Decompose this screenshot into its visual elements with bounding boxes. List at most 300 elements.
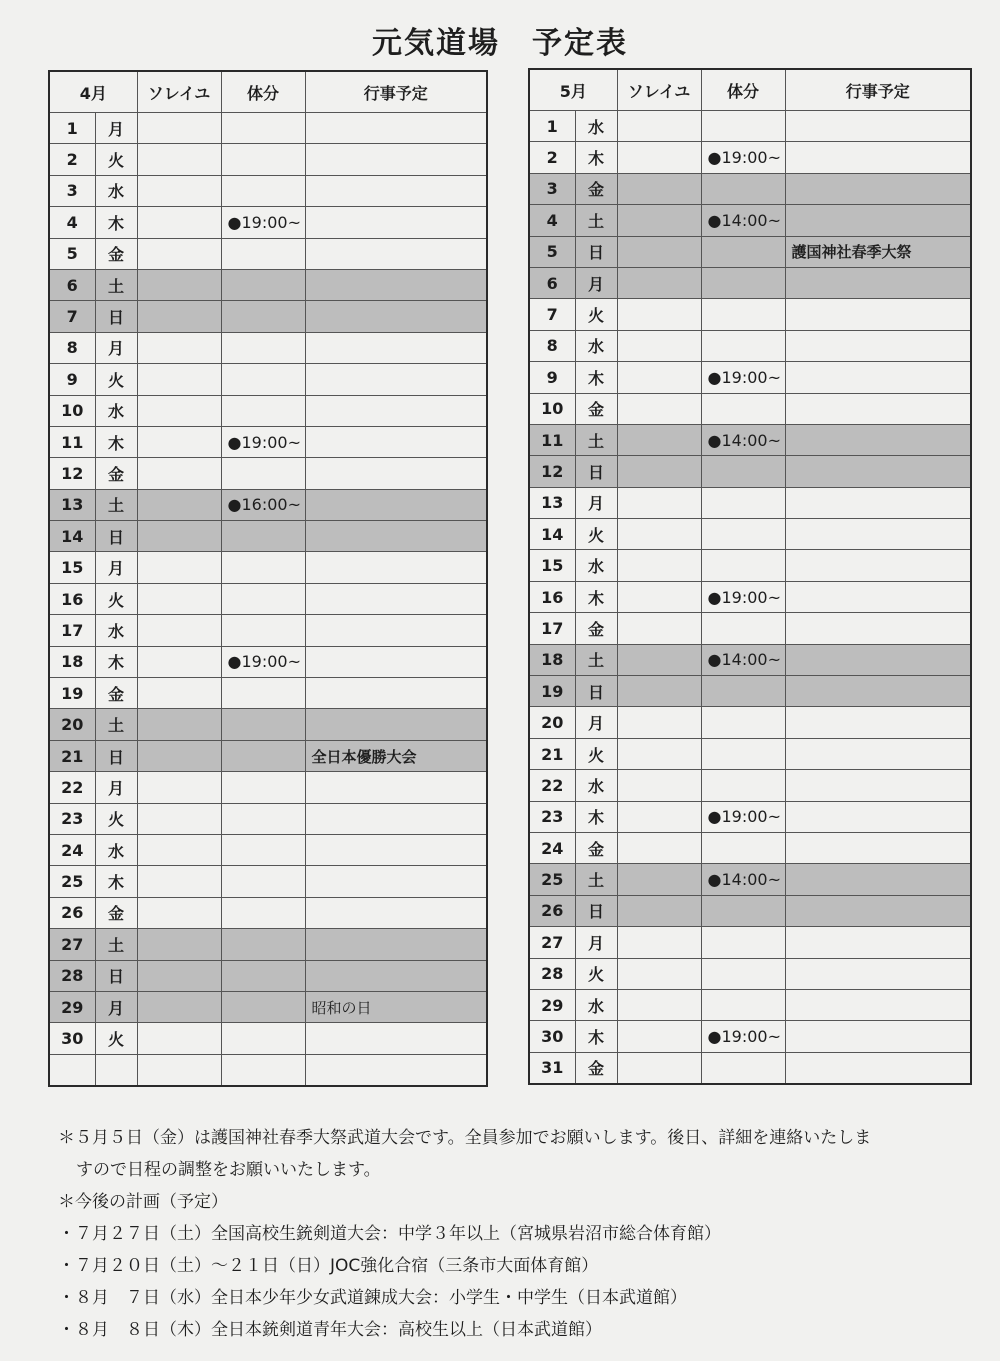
schedule-row	[529, 927, 971, 958]
weekday: 火	[95, 803, 137, 834]
weekday: 金	[575, 1052, 617, 1084]
event-cell	[305, 1023, 487, 1054]
day-number: 26	[529, 895, 575, 926]
weekday: 木	[575, 801, 617, 832]
plan-item: ・８月 ７日（水）全日本少年少女武道錬成大会：小学生・中学生（日本武道館）	[58, 1288, 687, 1308]
schedule-row	[49, 646, 487, 677]
weekday: 土	[575, 424, 617, 455]
taibun-time	[221, 301, 305, 332]
solei-cell	[617, 958, 701, 989]
weekday: 水	[575, 111, 617, 142]
event-cell: 昭和の日	[305, 991, 487, 1022]
weekday: 金	[95, 458, 137, 489]
day-number: 17	[49, 615, 95, 646]
solei-cell	[617, 456, 701, 487]
weekday: 土	[95, 269, 137, 300]
taibun-time	[221, 364, 305, 395]
taibun-time	[221, 772, 305, 803]
weekday: 土	[575, 644, 617, 675]
event-cell	[305, 803, 487, 834]
taibun-time: ●16:00~	[221, 489, 305, 520]
weekday: 土	[575, 205, 617, 236]
event-cell	[785, 1021, 971, 1052]
day-number: 4	[529, 205, 575, 236]
solei-cell	[137, 364, 221, 395]
taibun-time	[221, 395, 305, 426]
schedule-row	[49, 426, 487, 457]
taibun-time	[701, 927, 785, 958]
solei-cell	[137, 552, 221, 583]
taibun-time	[701, 738, 785, 769]
schedule-row	[49, 866, 487, 897]
event-cell	[785, 770, 971, 801]
event-cell	[785, 487, 971, 518]
schedule-row	[529, 738, 971, 769]
taibun-time	[221, 458, 305, 489]
day-number: 11	[49, 426, 95, 457]
schedule-row	[49, 144, 487, 175]
schedule-row	[529, 707, 971, 738]
solei-cell	[137, 113, 221, 144]
taibun-time	[701, 989, 785, 1020]
solei-cell	[617, 236, 701, 267]
weekday: 金	[575, 832, 617, 863]
day-number	[49, 1054, 95, 1086]
event-cell	[305, 960, 487, 991]
schedule-row	[49, 803, 487, 834]
weekday: 土	[575, 864, 617, 895]
solei-cell	[137, 395, 221, 426]
schedule-row	[49, 897, 487, 928]
day-number: 2	[529, 142, 575, 173]
schedule-row	[49, 709, 487, 740]
event-cell	[305, 175, 487, 206]
taibun-time	[221, 991, 305, 1022]
schedule-row	[529, 299, 971, 330]
day-number: 22	[49, 772, 95, 803]
taibun-time	[701, 393, 785, 424]
day-number: 6	[49, 269, 95, 300]
solei-cell	[617, 989, 701, 1020]
day-number: 10	[49, 395, 95, 426]
solei-cell	[137, 615, 221, 646]
solei-cell	[617, 111, 701, 142]
solei-cell	[617, 330, 701, 361]
taibun-time: ●19:00~	[701, 801, 785, 832]
day-number: 30	[529, 1021, 575, 1052]
event-cell	[305, 395, 487, 426]
day-number: 27	[49, 929, 95, 960]
event-cell	[305, 834, 487, 865]
solei-cell	[137, 960, 221, 991]
event-cell	[305, 332, 487, 363]
weekday: 金	[95, 678, 137, 709]
schedule-row	[529, 393, 971, 424]
day-number: 23	[529, 801, 575, 832]
schedule-row	[49, 332, 487, 363]
day-number: 13	[49, 489, 95, 520]
schedule-row	[529, 1021, 971, 1052]
day-number: 30	[49, 1023, 95, 1054]
day-number: 28	[529, 958, 575, 989]
solei-cell	[137, 929, 221, 960]
solei-cell	[617, 173, 701, 204]
day-number: 17	[529, 613, 575, 644]
day-number: 31	[529, 1052, 575, 1084]
taibun-time	[701, 173, 785, 204]
solei-cell	[617, 267, 701, 298]
weekday: 火	[575, 519, 617, 550]
weekday: 月	[575, 487, 617, 518]
day-number: 28	[49, 960, 95, 991]
taibun-time	[221, 175, 305, 206]
schedule-row	[49, 960, 487, 991]
plan-item: ・８月 ８日（木）全日本銃剣道青年大会：高校生以上（日本武道館）	[58, 1320, 602, 1340]
weekday: 月	[575, 927, 617, 958]
plan-item: ・７月２７日（土）全国高校生銃剣道大会：中学３年以上（宮城県岩沼市総合体育館）	[58, 1224, 721, 1244]
weekday: 水	[575, 330, 617, 361]
day-number: 22	[529, 770, 575, 801]
day-number: 6	[529, 267, 575, 298]
event-cell	[305, 678, 487, 709]
taibun-time	[221, 929, 305, 960]
day-number: 11	[529, 424, 575, 455]
day-number: 10	[529, 393, 575, 424]
solei-cell	[617, 707, 701, 738]
solei-cell	[137, 521, 221, 552]
schedule-row	[49, 489, 487, 520]
may-schedule-table	[528, 68, 972, 1085]
solei-cell	[617, 362, 701, 393]
event-cell	[785, 393, 971, 424]
solei-cell	[137, 740, 221, 771]
event-cell	[785, 832, 971, 863]
schedule-row	[49, 269, 487, 300]
day-number: 1	[49, 113, 95, 144]
day-number: 25	[49, 866, 95, 897]
taibun-time: ●19:00~	[701, 142, 785, 173]
schedule-row	[49, 175, 487, 206]
event-cell	[305, 866, 487, 897]
solei-cell	[137, 426, 221, 457]
taibun-time	[221, 960, 305, 991]
schedule-row	[49, 929, 487, 960]
solei-cell	[137, 1054, 221, 1086]
day-number: 16	[529, 581, 575, 612]
event-cell	[785, 958, 971, 989]
event-cell: 護国神社春季大祭	[785, 236, 971, 267]
event-cell	[785, 205, 971, 236]
solei-cell	[617, 613, 701, 644]
schedule-row	[49, 458, 487, 489]
solei-cell	[137, 301, 221, 332]
taibun-time: ●14:00~	[701, 644, 785, 675]
weekday: 水	[575, 550, 617, 581]
weekday: 火	[95, 144, 137, 175]
taibun-time	[221, 583, 305, 614]
taibun-time: ●19:00~	[221, 207, 305, 238]
day-number: 20	[49, 709, 95, 740]
taibun-time: ●19:00~	[701, 362, 785, 393]
day-number: 14	[49, 521, 95, 552]
weekday: 木	[575, 362, 617, 393]
day-number: 4	[49, 207, 95, 238]
solei-header: ソレイユ	[137, 71, 221, 113]
solei-cell	[137, 238, 221, 269]
day-number: 19	[529, 676, 575, 707]
weekday: 日	[575, 456, 617, 487]
event-cell	[305, 113, 487, 144]
event-cell	[305, 301, 487, 332]
weekday: 火	[575, 299, 617, 330]
day-number: 21	[529, 738, 575, 769]
day-number: 24	[529, 832, 575, 863]
taibun-time	[221, 552, 305, 583]
solei-cell	[137, 175, 221, 206]
taibun-time	[221, 834, 305, 865]
weekday: 日	[95, 521, 137, 552]
schedule-row	[49, 207, 487, 238]
taibun-time: ●19:00~	[701, 581, 785, 612]
day-number: 29	[49, 991, 95, 1022]
page-title: 元気道場 予定表	[372, 26, 628, 61]
schedule-row	[529, 832, 971, 863]
event-cell	[785, 519, 971, 550]
solei-cell	[137, 489, 221, 520]
taibun-time	[221, 238, 305, 269]
weekday: 月	[95, 552, 137, 583]
weekday: 日	[575, 676, 617, 707]
schedule-row	[529, 487, 971, 518]
taibun-time	[701, 613, 785, 644]
note-line: すので日程の調整をお願いいたします。	[76, 1160, 381, 1180]
schedule-row	[529, 330, 971, 361]
solei-cell	[137, 458, 221, 489]
taibun-time	[701, 1052, 785, 1084]
solei-cell	[137, 207, 221, 238]
taibun-time	[221, 1023, 305, 1054]
taibun-time	[701, 676, 785, 707]
weekday: 日	[575, 895, 617, 926]
weekday: 日	[95, 301, 137, 332]
day-number: 25	[529, 864, 575, 895]
solei-cell	[617, 519, 701, 550]
event-cell	[305, 207, 487, 238]
weekday: 火	[575, 958, 617, 989]
event-cell	[305, 897, 487, 928]
weekday: 金	[95, 897, 137, 928]
event-cell	[305, 238, 487, 269]
weekday: 金	[575, 173, 617, 204]
schedule-row	[529, 770, 971, 801]
schedule-row	[529, 613, 971, 644]
event-cell	[785, 613, 971, 644]
solei-cell	[617, 205, 701, 236]
schedule-row	[529, 142, 971, 173]
event-cell	[785, 267, 971, 298]
day-number: 26	[49, 897, 95, 928]
event-cell	[785, 456, 971, 487]
taibun-time	[701, 550, 785, 581]
solei-cell	[617, 424, 701, 455]
taibun-time	[701, 236, 785, 267]
event-cell	[785, 927, 971, 958]
schedule-row	[49, 238, 487, 269]
taibun-header: 体分	[701, 69, 785, 111]
event-cell	[785, 299, 971, 330]
weekday: 火	[95, 1023, 137, 1054]
solei-cell	[617, 1052, 701, 1084]
weekday: 金	[95, 238, 137, 269]
solei-cell	[617, 927, 701, 958]
schedule-row	[529, 205, 971, 236]
schedule-row	[529, 456, 971, 487]
solei-cell	[137, 866, 221, 897]
taibun-time	[221, 866, 305, 897]
event-cell	[305, 929, 487, 960]
schedule-row	[529, 644, 971, 675]
solei-cell	[137, 269, 221, 300]
event-cell	[305, 426, 487, 457]
solei-cell	[137, 646, 221, 677]
day-number: 24	[49, 834, 95, 865]
weekday: 水	[95, 395, 137, 426]
weekday: 木	[575, 581, 617, 612]
day-number: 5	[49, 238, 95, 269]
event-cell	[785, 676, 971, 707]
schedule-row	[529, 895, 971, 926]
weekday: 金	[575, 613, 617, 644]
weekday: 木	[575, 1021, 617, 1052]
april-schedule-table	[48, 70, 488, 1087]
taibun-time	[221, 678, 305, 709]
taibun-time	[221, 269, 305, 300]
weekday: 水	[95, 834, 137, 865]
schedule-row	[49, 678, 487, 709]
event-cell	[305, 552, 487, 583]
weekday: 土	[95, 489, 137, 520]
event-cell	[785, 424, 971, 455]
weekday: 木	[95, 207, 137, 238]
event-cell	[305, 144, 487, 175]
day-number: 19	[49, 678, 95, 709]
weekday: 木	[575, 142, 617, 173]
weekday: 木	[95, 866, 137, 897]
solei-cell	[617, 676, 701, 707]
event-cell	[785, 111, 971, 142]
taibun-time	[701, 267, 785, 298]
taibun-time	[221, 897, 305, 928]
taibun-header: 体分	[221, 71, 305, 113]
event-cell: 全日本優勝大会	[305, 740, 487, 771]
taibun-time	[701, 770, 785, 801]
taibun-time: ●19:00~	[221, 426, 305, 457]
taibun-time	[701, 707, 785, 738]
solei-cell	[617, 738, 701, 769]
event-cell	[305, 646, 487, 677]
event-cell	[785, 707, 971, 738]
solei-cell	[617, 550, 701, 581]
day-number: 15	[529, 550, 575, 581]
solei-cell	[617, 644, 701, 675]
solei-cell	[617, 864, 701, 895]
schedule-row	[49, 113, 487, 144]
taibun-time	[701, 519, 785, 550]
day-number: 8	[49, 332, 95, 363]
solei-cell	[617, 801, 701, 832]
day-number: 20	[529, 707, 575, 738]
taibun-time	[701, 958, 785, 989]
day-number: 12	[529, 456, 575, 487]
day-number: 21	[49, 740, 95, 771]
weekday: 月	[95, 332, 137, 363]
event-cell	[785, 644, 971, 675]
day-number: 7	[529, 299, 575, 330]
day-number: 3	[49, 175, 95, 206]
day-number: 13	[529, 487, 575, 518]
schedule-row	[529, 236, 971, 267]
solei-header: ソレイユ	[617, 69, 701, 111]
schedule-row	[49, 740, 487, 771]
events-header: 行事予定	[305, 71, 487, 113]
weekday: 水	[575, 989, 617, 1020]
weekday: 土	[95, 929, 137, 960]
schedule-row	[49, 364, 487, 395]
schedule-row	[529, 173, 971, 204]
schedule-row	[49, 552, 487, 583]
schedule-row	[529, 1052, 971, 1084]
taibun-time	[701, 895, 785, 926]
weekday: 日	[95, 960, 137, 991]
event-cell	[305, 615, 487, 646]
event-cell	[785, 550, 971, 581]
day-number: 16	[49, 583, 95, 614]
schedule-row	[49, 615, 487, 646]
month-header: 4月	[49, 71, 137, 113]
event-cell	[785, 801, 971, 832]
event-cell	[305, 772, 487, 803]
schedule-row	[529, 989, 971, 1020]
solei-cell	[137, 897, 221, 928]
taibun-time	[221, 521, 305, 552]
day-number: 5	[529, 236, 575, 267]
weekday	[95, 1054, 137, 1086]
weekday: 木	[95, 646, 137, 677]
notes-section	[58, 1122, 978, 1346]
event-cell	[785, 142, 971, 173]
solei-cell	[137, 991, 221, 1022]
day-number: 1	[529, 111, 575, 142]
solei-cell	[617, 487, 701, 518]
event-cell	[305, 458, 487, 489]
event-cell	[305, 489, 487, 520]
weekday: 火	[95, 583, 137, 614]
taibun-time	[701, 487, 785, 518]
event-cell	[785, 173, 971, 204]
taibun-time	[221, 615, 305, 646]
schedule-row	[49, 521, 487, 552]
event-cell	[785, 864, 971, 895]
weekday: 月	[95, 772, 137, 803]
schedule-row	[49, 395, 487, 426]
plan-item: ・７月２０日（土）～２１日（日）JOC強化合宿（三条市大面体育館）	[58, 1256, 599, 1276]
month-header: 5月	[529, 69, 617, 111]
taibun-time	[221, 113, 305, 144]
day-number: 3	[529, 173, 575, 204]
taibun-time	[221, 144, 305, 175]
event-cell	[305, 521, 487, 552]
weekday: 月	[95, 113, 137, 144]
